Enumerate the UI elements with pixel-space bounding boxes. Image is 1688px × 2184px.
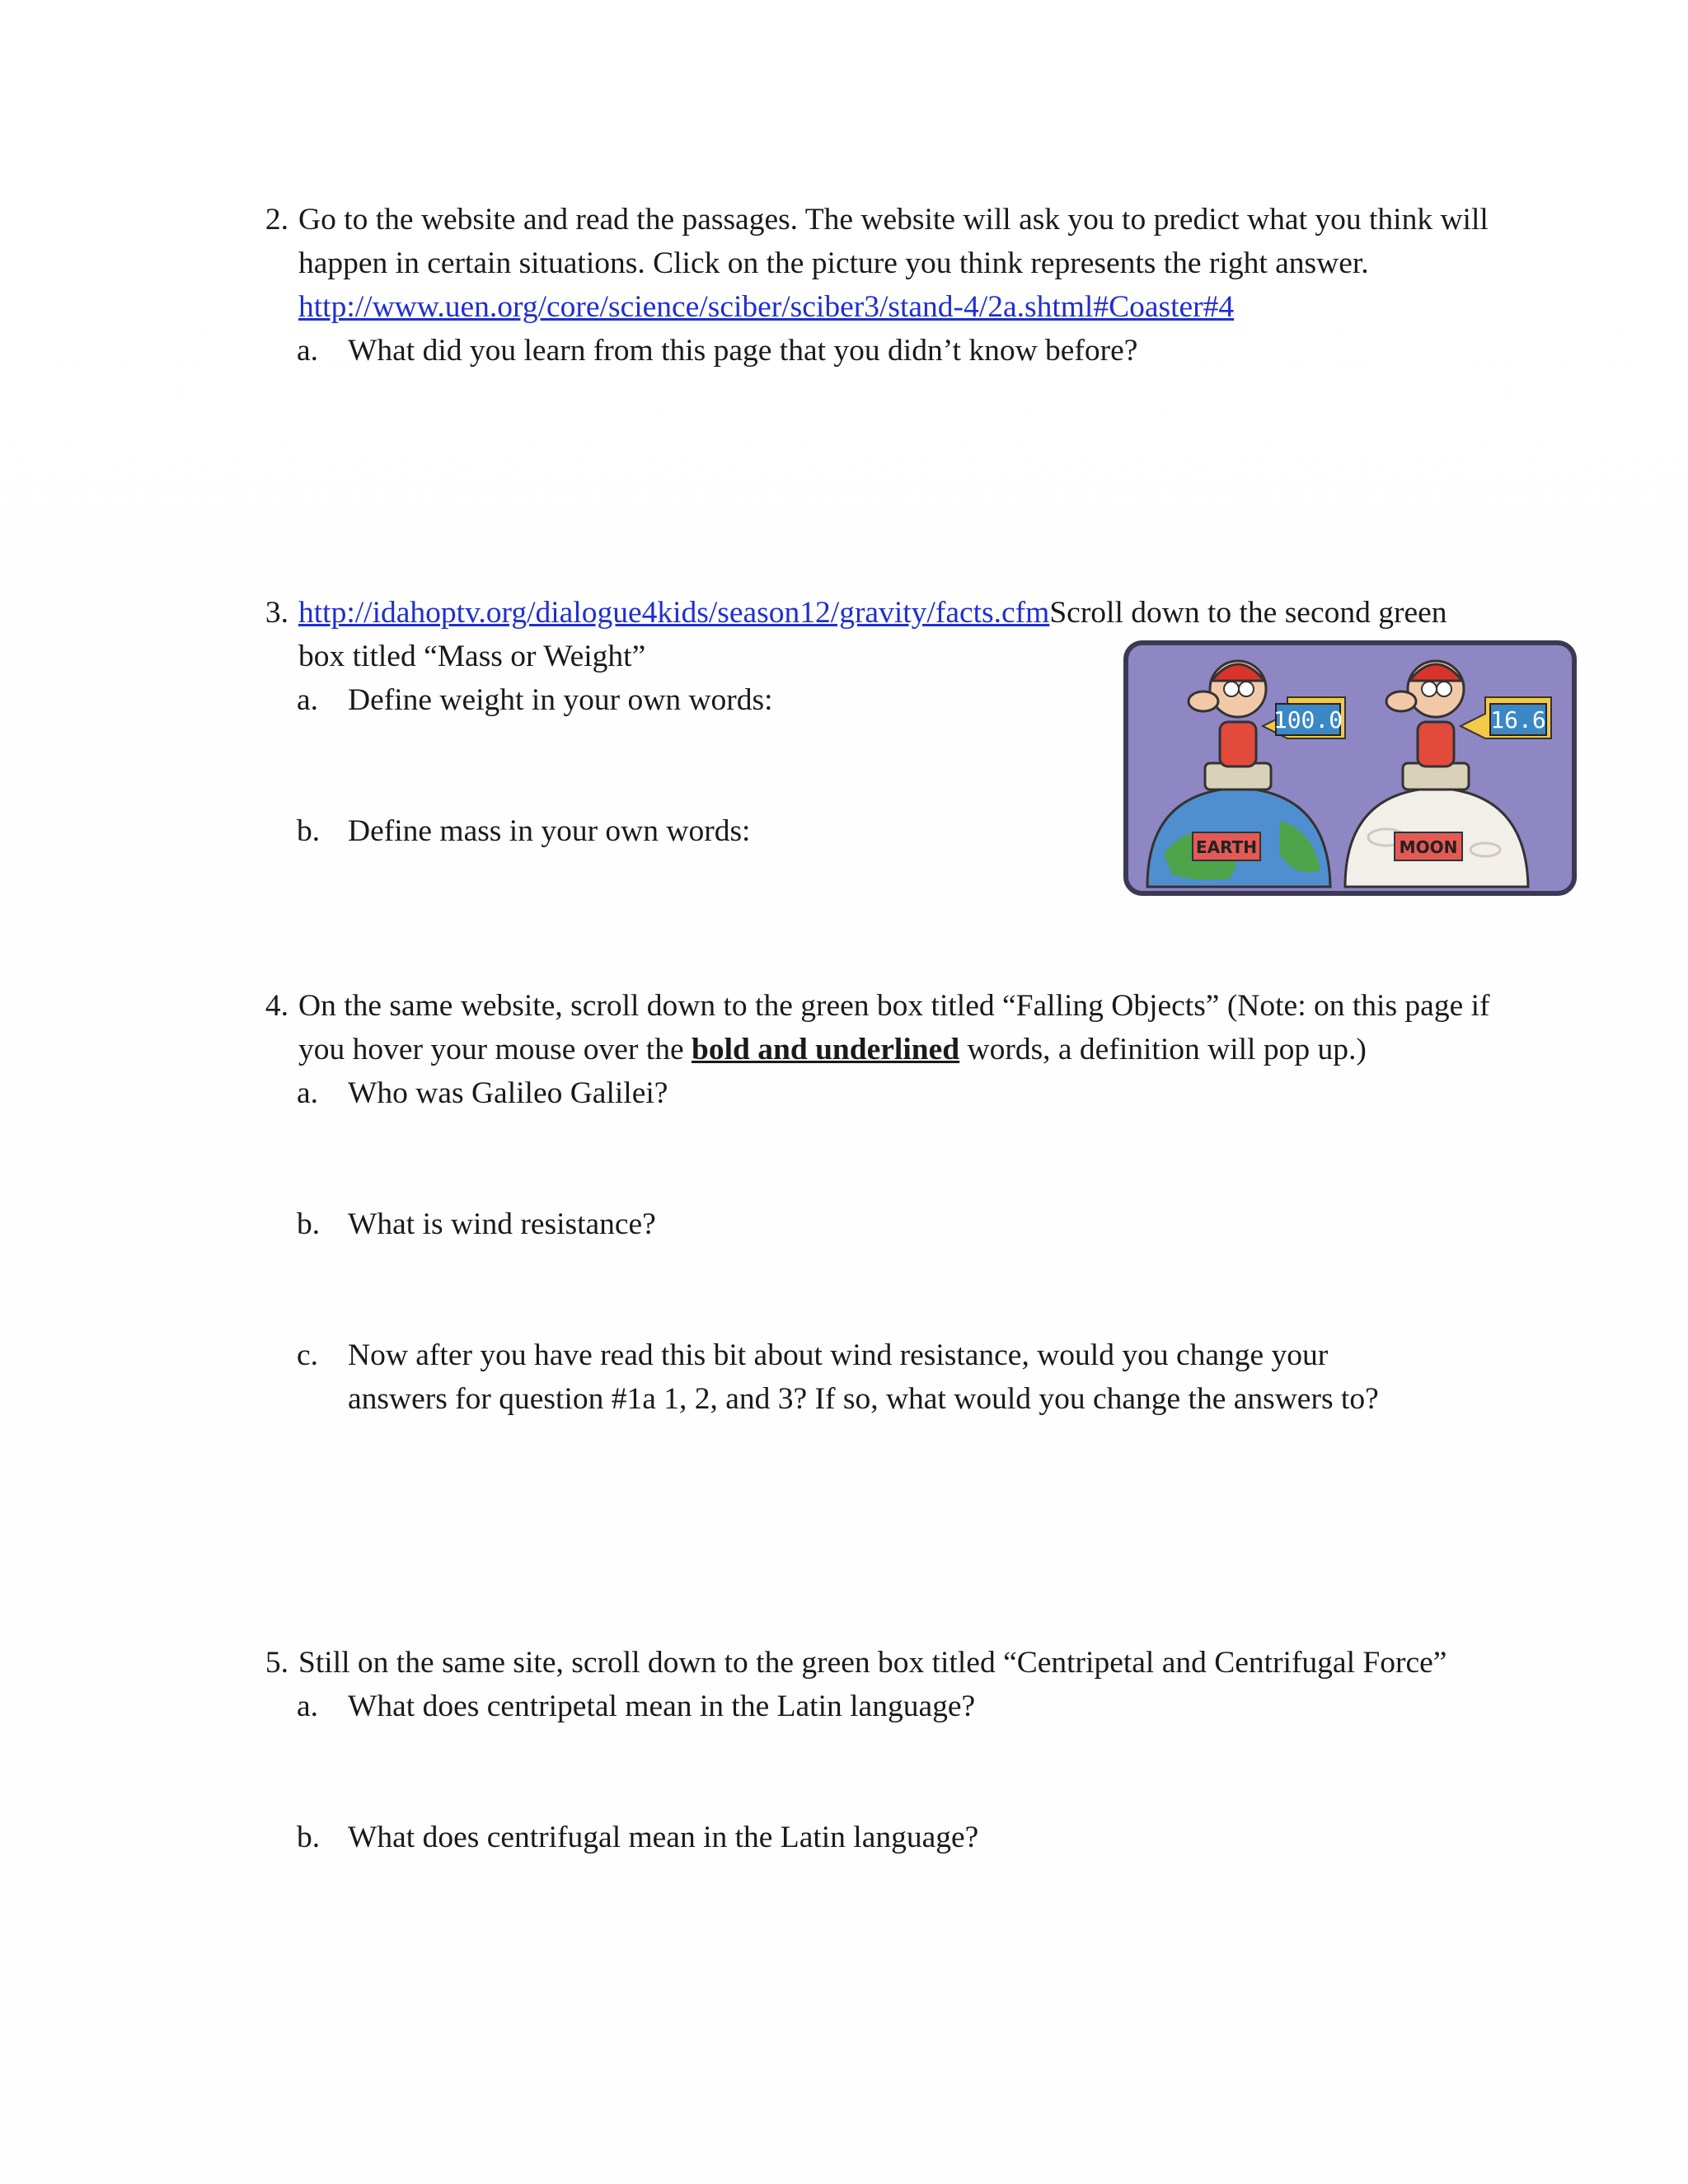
earth-scale-readout: 100.0 [1273, 706, 1343, 733]
earth-label: EARTH [1195, 837, 1258, 857]
sub-question-text: Define mass in your own words: [348, 814, 751, 848]
question-text [298, 984, 1531, 1071]
moon-label: MOON [1399, 837, 1458, 857]
question-number: 4. [265, 989, 288, 1023]
question-5-text: Still on the same site, scroll down to the green box titled “Centripetal and Centrifugal Force” [298, 1646, 1447, 1680]
sub-question-text: What did you learn from this page that you didn’t know before? [348, 334, 1138, 368]
question-number: 2. [265, 203, 288, 237]
question-5a [297, 1685, 1531, 1728]
question-2 [246, 198, 1531, 373]
question-5 [246, 1641, 1531, 1859]
sub-letter: b. [297, 1821, 321, 1854]
sub-letter: b. [297, 1207, 321, 1241]
earth-moon-weight-illustration [1123, 640, 1578, 897]
question-2-text: Go to the website and read the passages. The website will ask you to predict what you think will happen in certain situations. Click on the picture you think represents the right answer. [298, 203, 1489, 280]
sub-question-text: What does centripetal mean in the Latin language? [348, 1690, 976, 1723]
question-4-text-after: words, a definition will pop up.) [959, 1033, 1367, 1066]
question-text [298, 198, 1531, 329]
scale-comparison-image [1123, 640, 1578, 897]
question-4c [297, 1333, 1419, 1421]
sub-question-text: Who was Galileo Galilei? [348, 1076, 668, 1110]
question-4 [246, 984, 1531, 1421]
sub-letter: c. [297, 1338, 319, 1372]
sub-question-text: What is wind resistance? [348, 1207, 656, 1241]
moon-scale-readout: 16.6 [1490, 706, 1546, 733]
sub-letter: a. [297, 1690, 319, 1723]
bold-underlined-text: bold and underlined [691, 1033, 960, 1066]
question-text [298, 1641, 1485, 1685]
sub-letter: a. [297, 683, 319, 717]
question-4b [297, 1202, 1531, 1246]
sub-question-text: Now after you have read this bit about wind resistance, would you change your answers for question #1a 1, 2, and 3? If so, what would you change the answers to? [348, 1338, 1379, 1416]
question-5b [297, 1816, 1531, 1859]
sub-question-text: Define weight in your own words: [348, 683, 773, 717]
question-4-text-before: On the same website, scroll down to the green box titled “Falling Objects” (Note: on this page if you hover your mouse over the [298, 989, 1490, 1066]
sub-letter: a. [297, 334, 319, 368]
question-number: 3. [265, 596, 288, 630]
question-3-text: Scroll down to the second green box titled “Mass or Weight” [298, 596, 1447, 673]
idahoptv-link[interactable]: http://idahoptv.org/dialogue4kids/season12/gravity/facts.cfm [298, 596, 1050, 630]
sub-letter: a. [297, 1076, 319, 1110]
sub-letter: b. [297, 814, 321, 848]
sub-question-text: What does centrifugal mean in the Latin language? [348, 1821, 979, 1854]
question-number: 5. [265, 1646, 288, 1680]
question-4a [297, 1071, 1531, 1115]
uen-link[interactable]: http://www.uen.org/core/science/sciber/sciber3/stand-4/2a.shtml#Coaster#4 [298, 290, 1235, 324]
question-2a [297, 329, 1531, 373]
